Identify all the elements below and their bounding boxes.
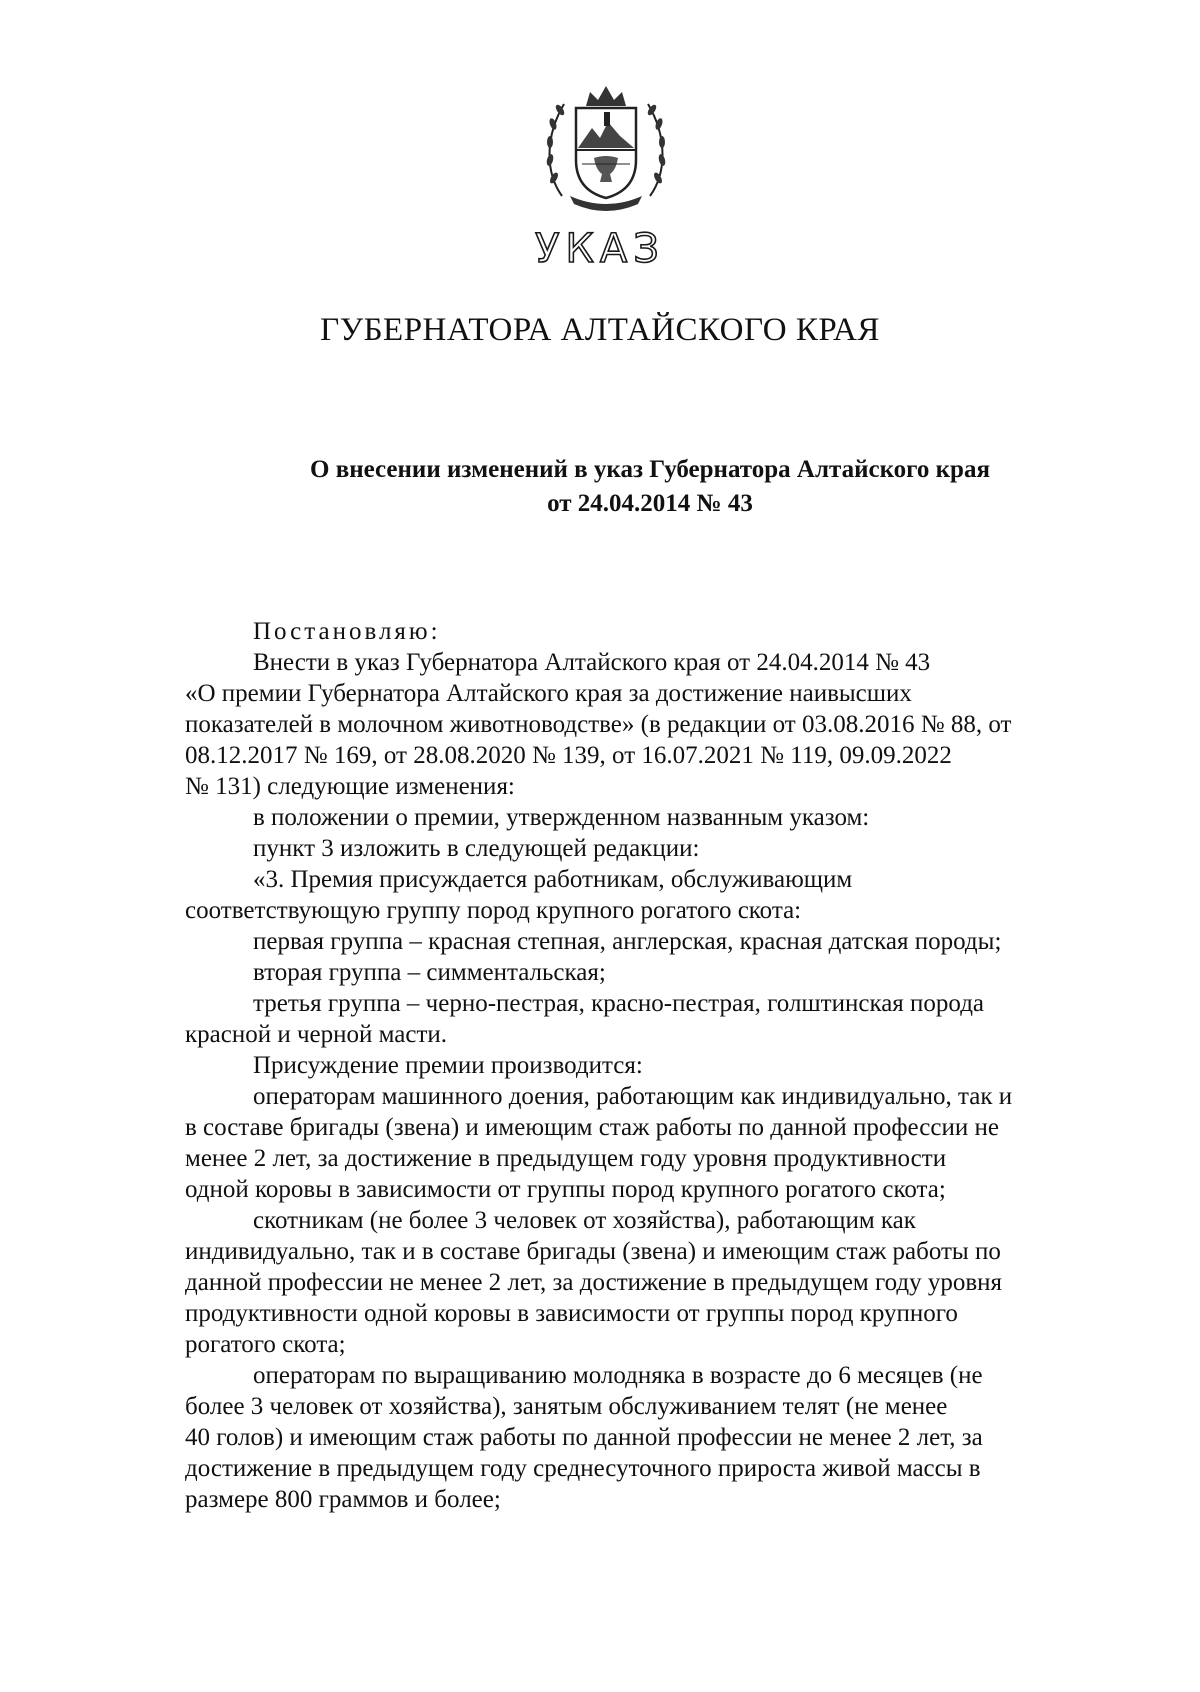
- decree-title: [240, 453, 1060, 521]
- issuing-authority: ГУБЕРНАТОРА АЛТАЙСКОГО КРАЯ: [320, 312, 880, 348]
- body-line: 08.12.2017 № 169, от 28.08.2020 № 139, от 16.07.2021 № 119, 09.09.2022: [185, 742, 952, 769]
- body-line: 40 голов) и имеющим стаж работы по данной профессии не менее 2 лет, за: [185, 1424, 983, 1451]
- body-line: Постановляю:: [253, 618, 441, 645]
- decree-body: [185, 616, 1122, 1515]
- body-line: «О премии Губернатора Алтайского края за достижение наивысших: [185, 680, 912, 707]
- decree-heading: УКАЗ: [535, 226, 665, 272]
- altai-krai-coat-of-arms-icon: [542, 78, 670, 214]
- body-line: данной профессии не менее 2 лет, за достижение в предыдущем году уровня: [185, 1269, 1003, 1296]
- body-line: показателей в молочном животноводстве» (в редакции от 03.08.2016 № 88, от: [185, 711, 1012, 738]
- body-line: красной и черной масти.: [185, 1021, 448, 1048]
- body-line: в положении о премии, утвержденном названным указом:: [253, 804, 870, 831]
- body-line: размере 800 граммов и более;: [185, 1486, 501, 1513]
- body-line: № 131) следующие изменения:: [185, 773, 515, 800]
- body-line: вторая группа – симментальская;: [253, 959, 606, 986]
- decree-title-line: от 24.04.2014 № 43: [547, 490, 753, 517]
- decree-title-line: О внесении изменений в указ Губернатора Алтайского края: [310, 456, 990, 483]
- body-line: индивидуально, так и в составе бригады (звена) и имеющим стаж работы по: [185, 1238, 1001, 1265]
- body-line: первая группа – красная степная, англерская, красная датская породы;: [253, 928, 1002, 955]
- body-line: «3. Премия присуждается работникам, обслуживающим: [253, 866, 853, 893]
- body-line: одной коровы в зависимости от группы пород крупного рогатого скота;: [185, 1176, 946, 1203]
- body-line: пункт 3 изложить в следующей редакции:: [253, 835, 700, 862]
- body-line: в составе бригады (звена) и имеющим стаж работы по данной профессии не: [185, 1114, 999, 1141]
- body-line: рогатого скота;: [185, 1331, 346, 1358]
- body-line: Присуждение премии производится:: [253, 1052, 643, 1079]
- body-line: третья группа – черно-пестрая, красно-пестрая, голштинская порода: [253, 990, 985, 1017]
- body-line: более 3 человек от хозяйства), занятым обслуживанием телят (не менее: [185, 1393, 948, 1420]
- body-line: операторам машинного доения, работающим как индивидуально, так и: [253, 1083, 1013, 1110]
- body-line: продуктивности одной коровы в зависимости от группы пород крупного: [185, 1300, 958, 1327]
- body-line: операторам по выращиванию молодняка в возрасте до 6 месяцев (не: [253, 1362, 983, 1389]
- body-line: Внести в указ Губернатора Алтайского края от 24.04.2014 № 43: [253, 649, 931, 676]
- body-line: менее 2 лет, за достижение в предыдущем году уровня продуктивности: [185, 1145, 947, 1172]
- body-line: скотникам (не более 3 человек от хозяйства), работающим как: [253, 1207, 916, 1234]
- body-line: соответствующую группу пород крупного рогатого скота:: [185, 897, 802, 924]
- body-line: достижение в предыдущем году среднесуточного прироста живой массы в: [185, 1455, 981, 1482]
